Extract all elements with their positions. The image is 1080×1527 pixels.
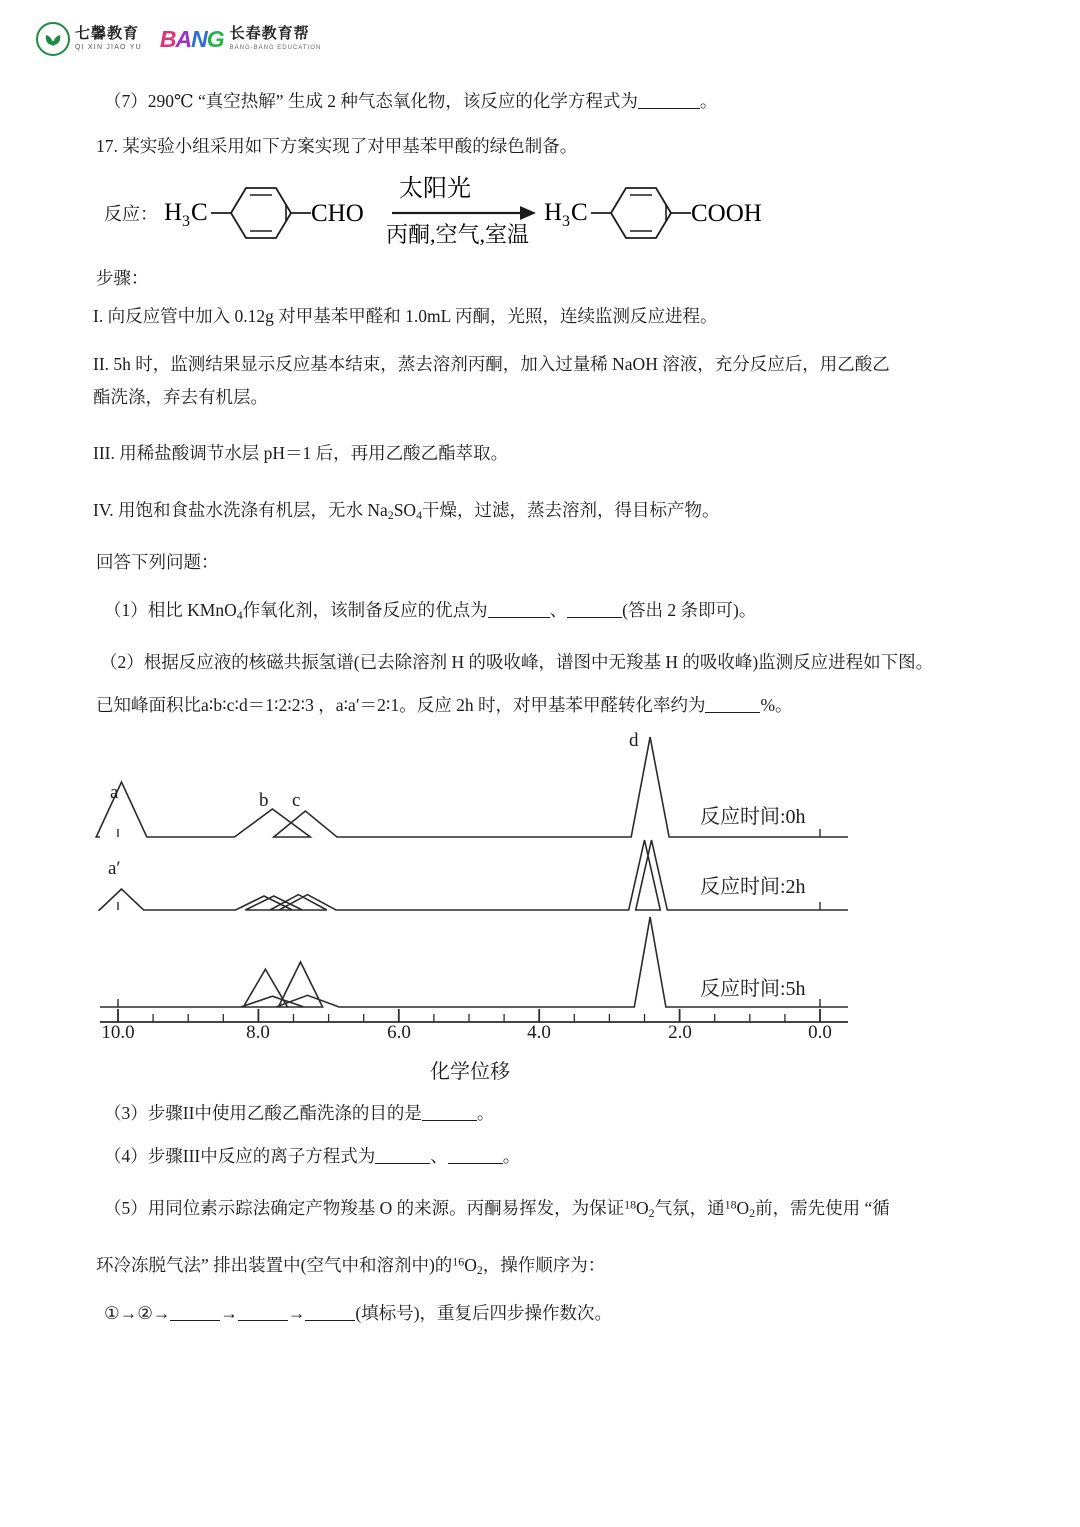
steps-heading: 步骤： [96,268,149,288]
logo-qixin-jiaoyu [36,22,142,56]
question-7 [104,88,717,114]
question-5-line3-text-d: (填标号)，重复后四步操作数次。 [355,1303,613,1323]
question-1-text-b: 作氧化剂，该制备反应的优点为 [242,600,488,620]
answer-blank[interactable] [638,108,700,109]
question-1 [104,597,756,625]
question-4-sep: 、 [430,1146,448,1166]
leaf-icon [43,30,63,48]
peak-label-d: d [629,730,639,751]
question-3-text-b: 。 [476,1103,495,1123]
answer-blank[interactable] [705,712,760,713]
question-5-sub-1: 2 [648,1205,655,1220]
question-4-text-a: （4）步骤III中反应的离子方程式为 [104,1146,376,1166]
svg-text:丙酮,空气,室温: 丙酮,空气,室温 [386,222,530,247]
question-3 [104,1100,494,1126]
x-tick-label-6: 6.0 [387,1022,411,1043]
question-1-sep: 、 [549,600,568,620]
question-5-sub-2: 2 [749,1205,756,1220]
question-5-text-e: 前，需先使用 “循 [755,1198,890,1218]
svg-text:3: 3 [182,213,190,230]
peak-label-c: c [292,790,301,811]
reaction-scheme-svg [104,172,804,254]
logo-bang-education [160,27,321,51]
answer-blank[interactable] [238,1320,288,1321]
question-3-text-a: （3）步骤II中使用乙酸乙酯洗涤的目的是 [104,1103,422,1123]
question-5-line2-text-b: O [464,1255,477,1275]
svg-text:C: C [571,199,588,226]
question-2-text-a: 已知峰面积比a∶b∶c∶d＝1∶2∶2∶3 ，a∶a′＝2∶1。反应 2h 时，对甲基苯甲醛转化率约为 [96,695,706,715]
answer-blank[interactable] [567,617,622,618]
question-5-text-b: O [636,1198,649,1218]
step-4 [93,497,720,525]
trace-label-5h: 反应时间:5h [700,978,806,1000]
question-5-sup-2: 18 [724,1197,737,1212]
x-tick-label-10: 10.0 [101,1022,135,1043]
header-logo-bar [36,22,321,56]
peak-label-b: b [259,790,269,811]
question-5-line-3 [104,1300,612,1326]
step-2-line-2: 酯洗涤，弃去有机层。 [93,387,268,407]
answer-blank[interactable] [422,1120,477,1121]
question-5-text-c: 气氛，通 [654,1198,725,1218]
question-5-sub-3: 2 [476,1262,483,1277]
svg-text:太阳光: 太阳光 [399,176,471,202]
step-3: III. 用稀盐酸调节水层 pH＝1 后，再用乙酸乙酯萃取。 [93,443,509,463]
question-5-sup-3: 16 [452,1254,465,1269]
question-5-sup-1: 18 [624,1197,637,1212]
answer-blank[interactable] [375,1163,430,1164]
question-4 [104,1143,520,1169]
step-2-line-1: II. 5h 时，监测结果显示反应基本结束，蒸去溶剂丙酮，加入过量稀 NaOH 溶液，充分反应后，用乙酸乙 [93,354,890,374]
question-1-text-a: （1）相比 KMnO [104,600,237,620]
question-1-text-d: (答出 2 条即可)。 [622,600,757,620]
peak-label-a: a [110,782,119,803]
scheme-label: 反应： [104,204,158,224]
question-7-suffix: 。 [699,91,718,111]
step-4-text-c: 干燥，过滤，蒸去溶剂，得目标产物。 [422,500,720,520]
trace-label-2h: 反应时间:2h [700,876,806,898]
logo-bang-cn-text: 长春教育帮 [229,26,310,42]
reaction-scheme [104,172,804,254]
logo-qixin-pinyin: QI XIN JIAO YU [75,44,142,51]
question-5-text-d: O [736,1198,750,1218]
question-7-text: （7）290℃ “真空热解” 生成 2 种气态氧化物，该反应的化学方程式为 [104,91,638,111]
question-5-line3-arrow-2: → [287,1303,306,1323]
svg-text:CHO: CHO [311,200,364,227]
x-tick-label-0: 0.0 [808,1022,832,1043]
leaf-in-circle-icon [36,22,70,56]
step-4-text-b: SO [393,500,417,520]
x-tick-label-4: 4.0 [527,1022,551,1043]
x-tick-label-2: 2.0 [668,1022,692,1043]
question-17-intro: 17. 某实验小组采用如下方案实现了对甲基苯甲酸的绿色制备。 [96,136,578,156]
x-tick-label-8: 8.0 [246,1022,270,1043]
step-4-sub-1: 2 [387,507,394,522]
step-1: I. 向反应管中加入 0.12g 对甲基苯甲醛和 1.0mL 丙酮，光照，连续监测反应进程。 [93,306,718,326]
logo-bang-pinyin: BANG-BANG EDUCATION [229,45,322,51]
nmr-x-axis [100,1009,848,1022]
question-5-line3-arrow-1: → [220,1303,238,1323]
answer-blank[interactable] [448,1163,503,1164]
svg-text:3: 3 [562,213,570,230]
question-4-text-c: 。 [502,1146,521,1166]
question-1-sub: 4 [236,607,243,622]
question-2-line-2 [96,692,793,718]
trace-label-0h: 反应时间:0h [700,806,806,828]
question-5-line3-text-a: ①→②→ [104,1303,171,1323]
x-axis-title: 化学位移 [430,1061,510,1083]
question-2-line-1: （2）根据反应液的核磁共振氢谱(已去除溶剂 H 的吸收峰，谱图中无羧基 H 的吸收峰)监测反应进程如下图。 [100,652,934,672]
svg-text:C: C [191,199,208,226]
answer-heading: 回答下列问题： [96,552,219,572]
answer-blank[interactable] [305,1320,355,1321]
step-4-sub-2: 4 [416,507,423,522]
answer-blank[interactable] [488,617,550,618]
question-5-line-1 [104,1195,890,1223]
svg-text:H: H [544,199,563,226]
question-2-text-b: %。 [760,695,793,715]
logo-qixin-cn-text: 七馨教育 [75,26,140,42]
question-5-line2-text-c: ，操作顺序为： [482,1255,606,1275]
answer-blank[interactable] [170,1320,220,1321]
question-5-line-2 [96,1252,605,1280]
question-5-text-a: （5）用同位素示踪法确定产物羧基 O 的来源。丙酮易挥发，为保证 [104,1198,625,1218]
svg-text:H: H [164,199,183,226]
bang-wordmark: BANG [159,25,224,52]
question-5-line2-text-a: 环冷冻脱气法” 排出装置中(空气中和溶剂中)的 [96,1255,453,1275]
step-4-text-a: IV. 用饱和食盐水洗涤有机层，无水 Na [93,500,388,520]
peak-label-a-prime: a′ [108,858,121,879]
svg-text:COOH: COOH [691,200,762,227]
